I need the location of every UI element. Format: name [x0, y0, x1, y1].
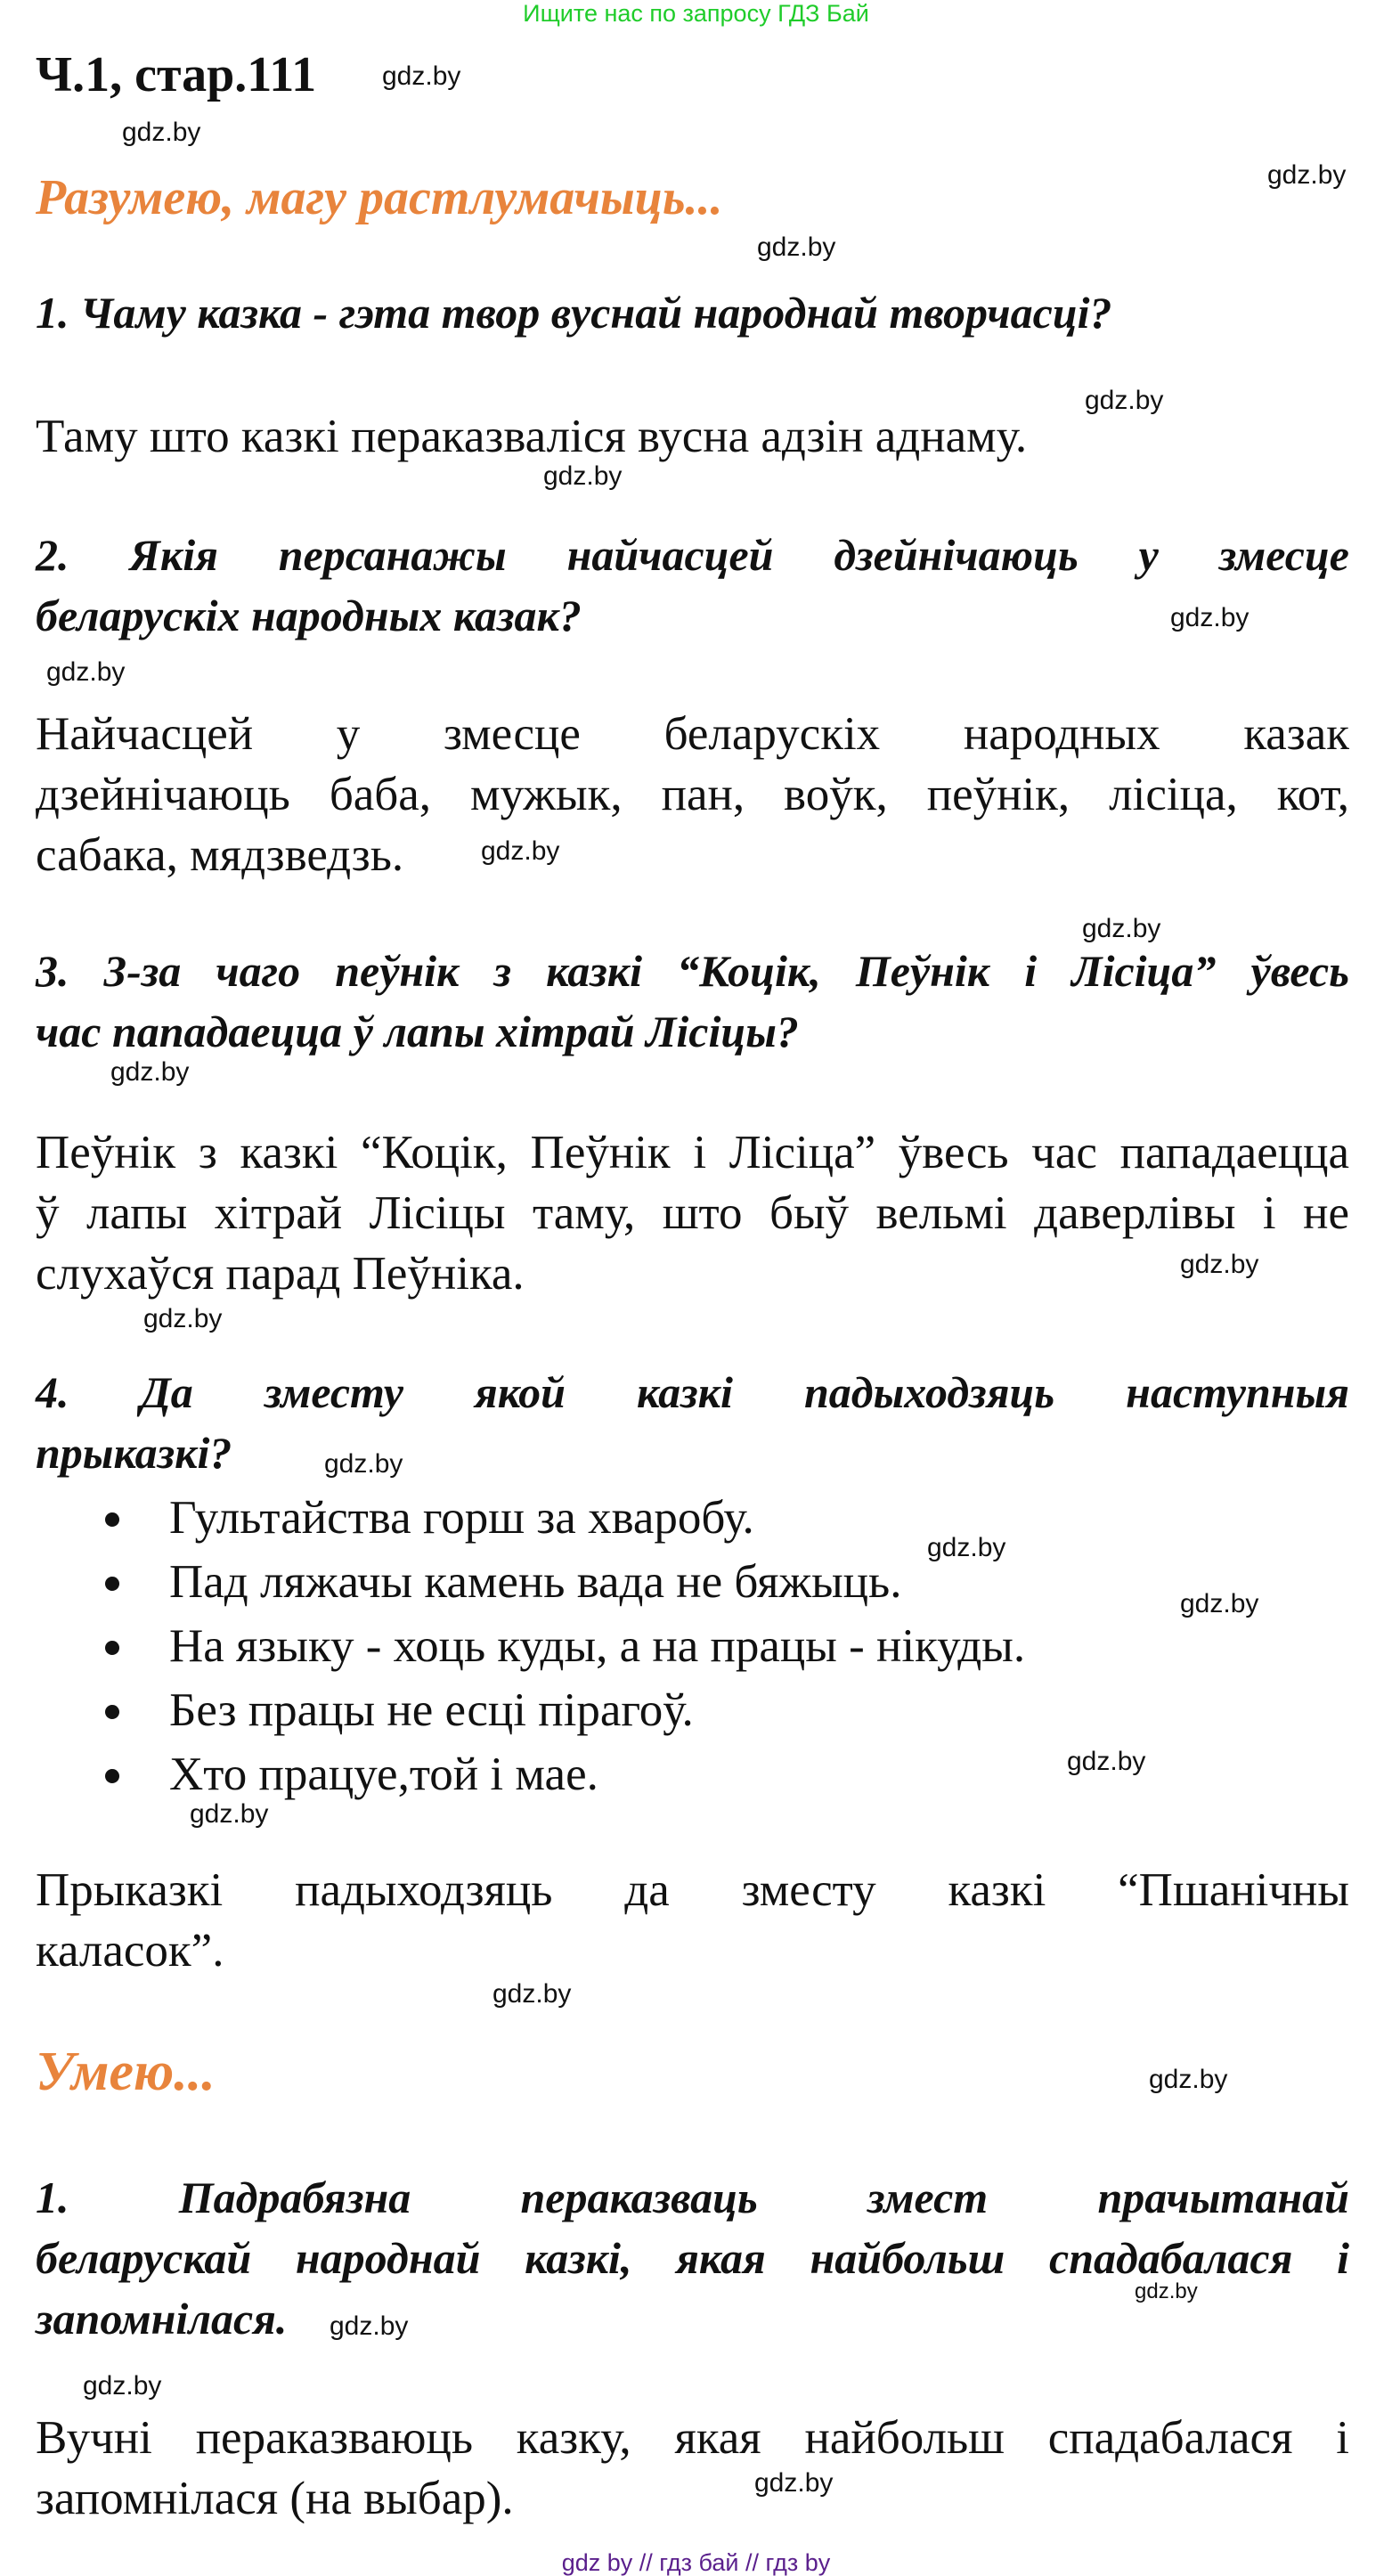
watermark: gdz.by — [1135, 2279, 1198, 2303]
proverb-text: Пад ляжачы камень вада не бяжыць. — [169, 1556, 902, 1608]
answer-line: Таму што казкі пераказваліся вусна адзін аднаму. — [36, 411, 1028, 462]
proverb-text: Без працы не есці пірагоў. — [169, 1684, 694, 1736]
answer-2 — [36, 704, 1349, 885]
answer-line: запомнілася (на выбар). — [36, 2473, 514, 2524]
watermark: gdz.by — [1180, 1589, 1259, 1618]
bullet-icon — [105, 1769, 119, 1783]
question-line: беларускіх народных казак? — [36, 591, 582, 640]
proverb-list — [0, 1486, 1392, 1806]
bullet-icon — [105, 1641, 119, 1655]
watermark: gdz.by — [927, 1533, 1006, 1562]
watermark: gdz.by — [122, 118, 201, 147]
answer-line: слухаўся парад Пеўніка. — [36, 1248, 525, 1300]
page-title: Ч.1, стар.111 — [36, 47, 317, 102]
question-5 — [36, 2167, 1349, 2349]
watermark: gdz.by — [1067, 1747, 1146, 1776]
watermark: gdz.by — [1085, 386, 1164, 415]
answer-line: ў лапы хітрай Лісіцы таму, што быў вельмі даверлівы і не — [36, 1187, 1349, 1239]
watermark: gdz.by — [382, 61, 461, 91]
bullet-icon — [105, 1705, 119, 1719]
question-1 — [36, 282, 1349, 343]
watermark: gdz.by — [754, 2468, 834, 2498]
answer-5 — [36, 2408, 1349, 2529]
question-line: запомнілася. — [36, 2294, 288, 2344]
watermark: gdz.by — [757, 232, 836, 262]
answer-line: сабака, мядзведзь. — [36, 829, 404, 881]
list-item — [0, 1742, 1392, 1806]
watermark: gdz.by — [1170, 603, 1250, 632]
watermark: gdz.by — [1180, 1250, 1259, 1279]
watermark: gdz.by — [83, 2371, 162, 2401]
section-heading-skills: Умею... — [36, 2042, 216, 2102]
question-line: час пападаецца ў лапы хітрай Лісіцы? — [36, 1007, 799, 1056]
answer-4 — [36, 1860, 1349, 1981]
watermark: gdz.by — [1267, 160, 1347, 190]
watermark: gdz.by — [46, 657, 126, 687]
watermark: gdz.by — [492, 1979, 572, 2009]
watermark: gdz.by — [110, 1057, 190, 1087]
watermark: gdz.by — [143, 1304, 223, 1333]
section-heading-understand: Разумею, магу растлумачыць... — [36, 170, 723, 225]
question-line: 1. Чаму казка - гэта твор вуснай народнай творчасці? — [36, 288, 1112, 338]
proverb-text: На языку - хоць куды, а на працы - нікуды. — [169, 1620, 1026, 1672]
question-3 — [36, 941, 1349, 1062]
bullet-icon — [105, 1512, 119, 1527]
list-item — [0, 1614, 1392, 1678]
question-line: беларускай народнай казкі, якая найбольш спадабалася і — [36, 2233, 1349, 2283]
question-line: 1. Падрабязна пераказваць змест прачытанай — [36, 2172, 1349, 2222]
answer-3 — [36, 1122, 1349, 1304]
list-item — [0, 1486, 1392, 1550]
bullet-icon — [105, 1577, 119, 1591]
answer-line: Найчасцей у змесце беларускіх народных казак — [36, 708, 1349, 760]
question-line: 3. З-за чаго пеўнік з казкі “Коцік, Пеўнік і Лісіца” ўвесь — [36, 946, 1349, 996]
proverb-text: Хто працуе,той і мае. — [169, 1749, 598, 1800]
answer-line: каласок”. — [36, 1925, 224, 1977]
question-line: 4. Да зместу якой казкі падыходзяць наступныя — [36, 1367, 1349, 1417]
watermark: gdz.by — [190, 1799, 269, 1829]
question-4 — [36, 1362, 1349, 1483]
watermark: gdz.by — [1082, 914, 1161, 943]
search-hint-banner: Ищите нас по запросу ГДЗ Бай — [523, 0, 869, 27]
question-line: прыказкі? — [36, 1428, 232, 1478]
watermark: gdz.by — [543, 461, 623, 491]
question-line: 2. Якія персанажы найчасцей дзейнічаюць у змесце — [36, 530, 1349, 580]
list-item — [0, 1678, 1392, 1742]
question-2 — [36, 525, 1349, 646]
watermark: gdz.by — [481, 836, 560, 866]
proverb-text: Гультайства горш за хваробу. — [169, 1492, 754, 1544]
footer-links: gdz by // гдз бай // гдз by — [561, 2549, 831, 2576]
answer-line: Пеўнік з казкі “Коцік, Пеўнік і Лісіца” ўвесь час пападаецца — [36, 1127, 1349, 1178]
answer-line: дзейнічаюць баба, мужык, пан, воўк, пеўнік, лісіца, кот, — [36, 769, 1349, 820]
answer-line: Прыказкі падыходзяць да зместу казкі “Пшанічны — [36, 1864, 1349, 1916]
answer-line: Вучні пераказваюць казку, якая найбольш спадабалася і — [36, 2412, 1349, 2464]
watermark: gdz.by — [324, 1449, 403, 1479]
watermark: gdz.by — [1149, 2065, 1228, 2094]
watermark: gdz.by — [330, 2311, 409, 2341]
